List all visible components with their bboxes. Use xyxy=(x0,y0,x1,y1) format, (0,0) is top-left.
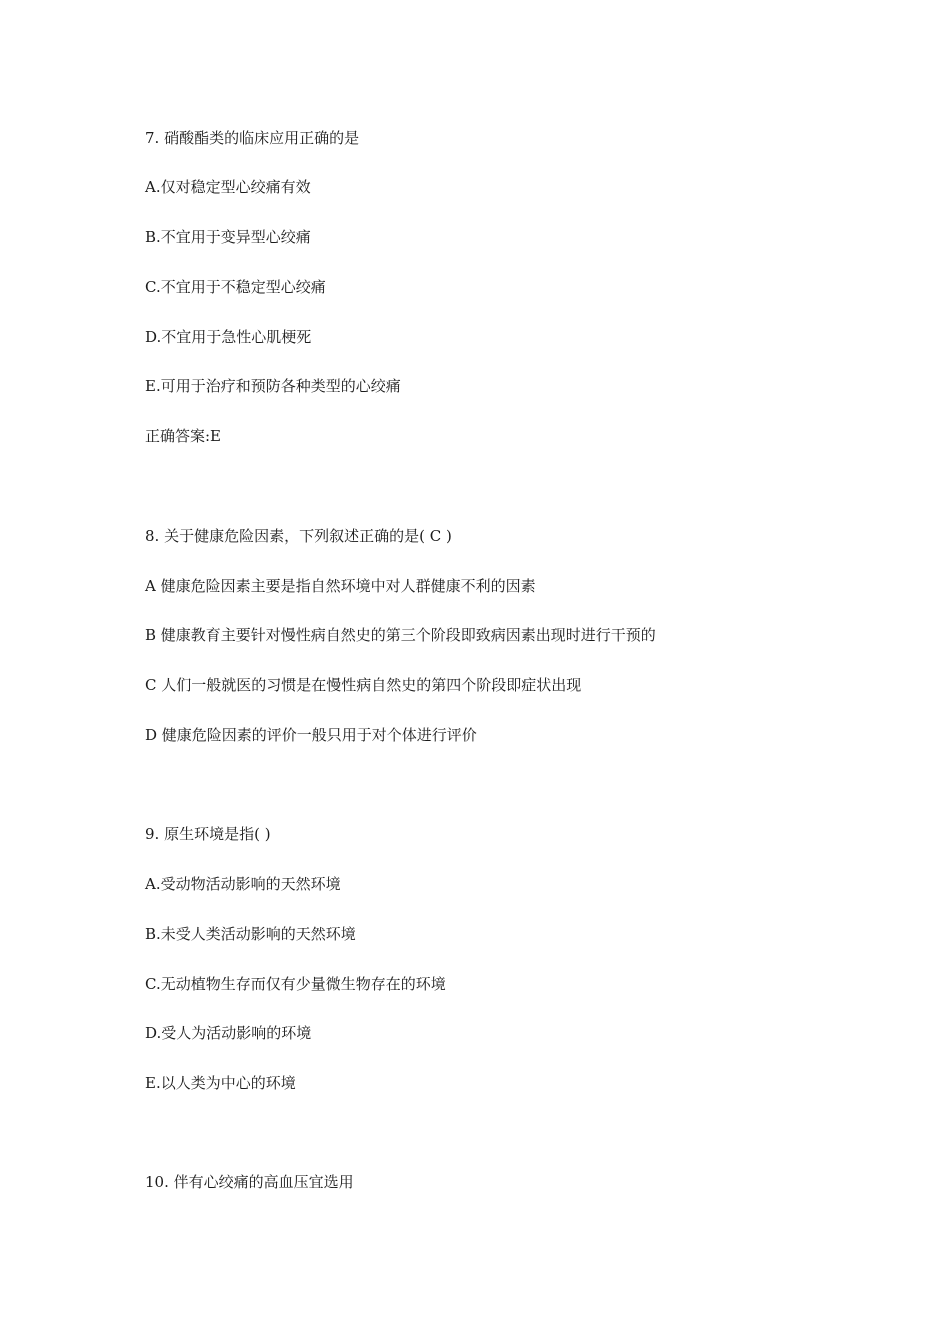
question-9-option-e: E.以人类为中心的环境 xyxy=(145,1074,296,1092)
question-8-option-c: C 人们一般就医的习惯是在慢性病自然史的第四个阶段即症状出现 xyxy=(145,676,582,694)
question-8-option-d: D 健康危险因素的评价一般只用于对个体进行评价 xyxy=(145,726,477,744)
question-9-option-a: A.受动物活动影响的天然环境 xyxy=(145,875,341,893)
question-9-stem: 9. 原生环境是指( ) xyxy=(145,825,271,843)
question-9-option-c: C.无动植物生存而仅有少量微生物存在的环境 xyxy=(145,975,446,993)
question-7-stem: 7. 硝酸酯类的临床应用正确的是 xyxy=(145,129,360,147)
question-9-option-d: D.受人为活动影响的环境 xyxy=(145,1024,312,1042)
question-7-option-b: B.不宜用于变异型心绞痛 xyxy=(145,228,311,246)
question-7-option-a: A.仅对稳定型心绞痛有效 xyxy=(145,178,311,196)
question-7-option-e: E.可用于治疗和预防各种类型的心绞痛 xyxy=(145,377,401,395)
question-8-option-a: A 健康危险因素主要是指自然环境中对人群健康不利的因素 xyxy=(145,577,536,595)
question-8-option-b: B 健康教育主要针对慢性病自然史的第三个阶段即致病因素出现时进行干预的 xyxy=(145,626,656,644)
question-9-option-b: B.未受人类活动影响的天然环境 xyxy=(145,925,356,943)
question-7-option-d: D.不宜用于急性心肌梗死 xyxy=(145,328,312,346)
question-10-stem: 10. 伴有心绞痛的高血压宜选用 xyxy=(145,1173,354,1191)
question-7-answer: 正确答案:E xyxy=(145,427,222,445)
question-7-option-c: C.不宜用于不稳定型心绞痛 xyxy=(145,278,326,296)
question-8-stem: 8. 关于健康危险因素，下列叙述正确的是( C ) xyxy=(145,527,452,545)
